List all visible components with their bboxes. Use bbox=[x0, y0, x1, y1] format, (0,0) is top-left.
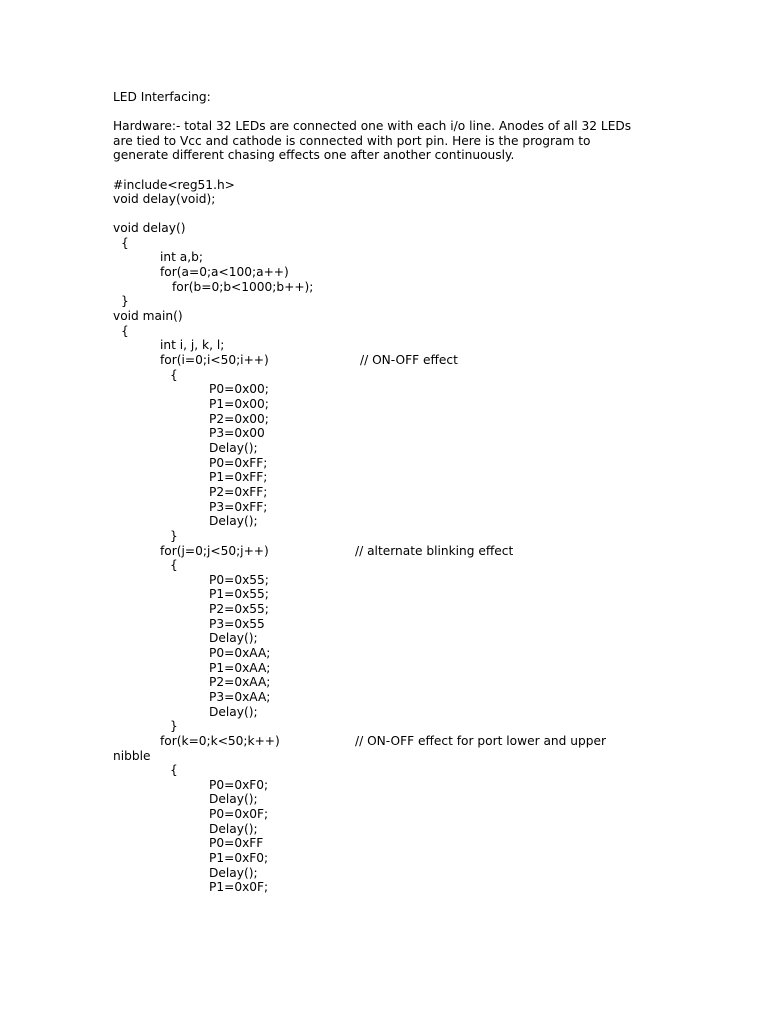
code-line: Delay(); bbox=[209, 792, 258, 806]
hardware-paragraph bbox=[113, 119, 653, 163]
code-line: P0=0xFF bbox=[209, 836, 264, 850]
code-line: { bbox=[121, 324, 129, 338]
code-line: P0=0x55; bbox=[209, 573, 269, 587]
code-line: Delay(); bbox=[209, 822, 258, 836]
code-line: P0=0xF0; bbox=[209, 778, 269, 792]
hardware-line: generate different chasing effects one after another continuously. bbox=[113, 148, 515, 163]
code-line: P3=0xFF; bbox=[209, 500, 268, 514]
code-line: int i, j, k, l; bbox=[160, 338, 225, 352]
code-line: P0=0xFF; bbox=[209, 456, 268, 470]
code-line: P0=0x0F; bbox=[209, 807, 269, 821]
code-line: #include<reg51.h> bbox=[113, 178, 235, 192]
code-line: P2=0xFF; bbox=[209, 485, 268, 499]
code-line: P1=0xAA; bbox=[209, 661, 271, 675]
code-line: int a,b; bbox=[160, 250, 203, 264]
hardware-line: Hardware:- total 32 LEDs are connected one with each i/o line. Anodes of all 32 LEDs bbox=[113, 119, 632, 133]
code-line: P0=0xAA; bbox=[209, 646, 271, 660]
code-line: P3=0x55 bbox=[209, 617, 265, 631]
code-line: P2=0x55; bbox=[209, 602, 269, 616]
hardware-line: are tied to Vcc and cathode is connected with port pin. Here is the program to bbox=[113, 133, 591, 148]
code-line: P1=0x00; bbox=[209, 397, 269, 411]
code-line: P3=0x00 bbox=[209, 426, 265, 440]
code-line: Delay(); bbox=[209, 705, 258, 719]
code-line: P2=0x00; bbox=[209, 412, 269, 426]
document-title: LED Interfacing: bbox=[113, 90, 211, 104]
code-line: for(i=0;i<50;i++) bbox=[160, 353, 269, 367]
code-line: P2=0xAA; bbox=[209, 675, 271, 689]
code-line: P1=0x55; bbox=[209, 587, 269, 601]
code-line: { bbox=[170, 558, 178, 572]
code-line: Delay(); bbox=[209, 631, 258, 645]
code-line: for(a=0;a<100;a++) bbox=[160, 265, 289, 279]
code-comment: // ON-OFF effect bbox=[360, 353, 458, 367]
code-line: } bbox=[170, 529, 178, 543]
code-line: P1=0x0F; bbox=[209, 880, 269, 894]
code-line: void delay() bbox=[113, 221, 186, 235]
code-line: for(b=0;b<1000;b++); bbox=[172, 280, 314, 294]
code-line: Delay(); bbox=[209, 866, 258, 880]
code-comment: // ON-OFF effect for port lower and upper bbox=[355, 734, 606, 748]
code-line: P3=0xAA; bbox=[209, 690, 271, 704]
code-line: { bbox=[170, 368, 178, 382]
code-line: Delay(); bbox=[209, 514, 258, 528]
code-line: } bbox=[170, 719, 178, 733]
code-line: Delay(); bbox=[209, 441, 258, 455]
code-line: P1=0xF0; bbox=[209, 851, 269, 865]
code-line: P1=0xFF; bbox=[209, 470, 268, 484]
code-comment: // alternate blinking effect bbox=[355, 544, 514, 558]
code-line: { bbox=[121, 236, 129, 250]
code-line: for(j=0;j<50;j++) bbox=[160, 544, 269, 558]
code-line: void delay(void); bbox=[113, 192, 216, 206]
code-line: void main() bbox=[113, 309, 183, 323]
code-line: P0=0x00; bbox=[209, 382, 269, 396]
code-line: for(k=0;k<50;k++) bbox=[160, 734, 280, 748]
code-comment: nibble bbox=[113, 749, 151, 763]
code-line: { bbox=[170, 763, 178, 777]
code-line: } bbox=[121, 294, 129, 308]
